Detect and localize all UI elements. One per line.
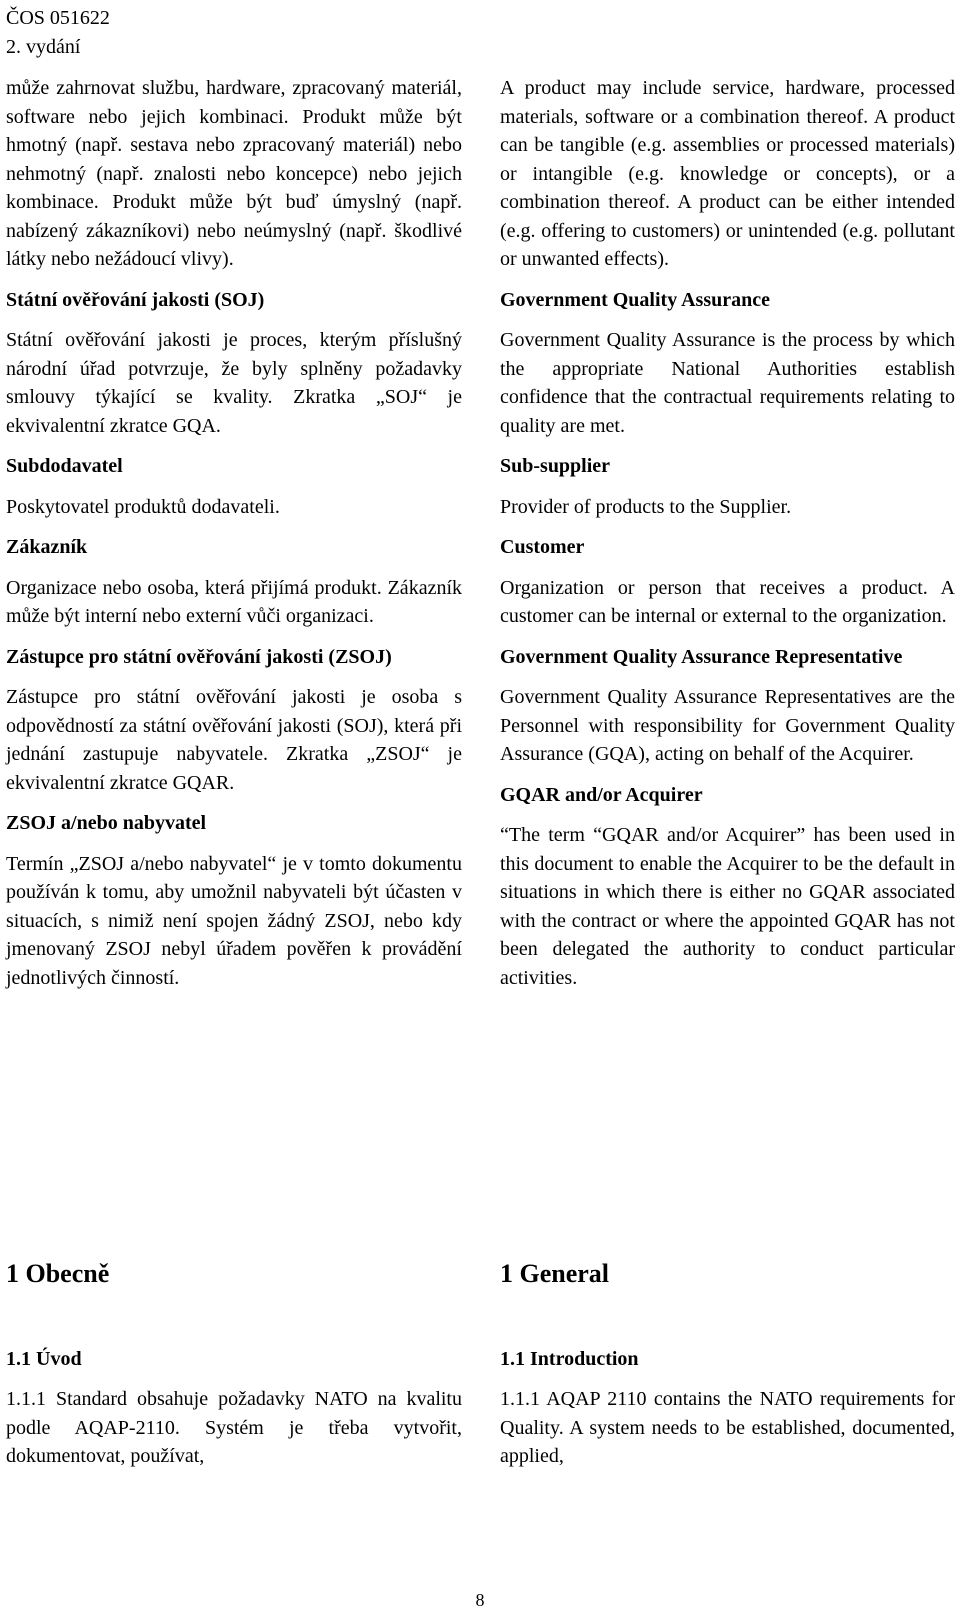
- paragraph: Provider of products to the Supplier.: [500, 495, 792, 518]
- paragraph: Organization or person that receives a product. A customer can be internal or external to the organization.: [500, 576, 955, 627]
- paragraph: Termín „ZSOJ a/nebo nabyvatel“ je v tomto dokumentu používán k tomu, aby umožnil nabyvateli být účasten v situacích, s nimiž není spojen žádný ZSOJ, nebo kdy jmenovaný ZSOJ nebyl úřadem pověřen k provádění jednotlivých činností.: [6, 852, 462, 989]
- paragraph: Government Quality Assurance is the process by which the appropriate National Authorities establish confidence that the contractual requirements relating to quality are met.: [500, 329, 955, 437]
- term-heading: Subdodavatel: [6, 455, 123, 477]
- paragraph: Organizace nebo osoba, která přijímá produkt. Zákazník může být interní nebo externí vůči organizaci.: [6, 576, 462, 627]
- section-1-1-left: [6, 1345, 462, 1471]
- term-heading: Customer: [500, 536, 585, 558]
- section-heading: 1 Obecně: [6, 1259, 110, 1288]
- section-1-1-right: [500, 1345, 955, 1471]
- paragraph: Poskytovatel produktů dodavateli.: [6, 495, 280, 518]
- paragraph: 1.1.1 AQAP 2110 contains the NATO requirements for Quality. A system needs to be established, documented, applied,: [500, 1388, 955, 1467]
- section-heading: 1 General: [500, 1259, 610, 1288]
- document-header: [6, 4, 110, 62]
- paragraph: A product may include service, hardware, processed materials, software or a combination thereof. A product can be tangible (e.g. assemblies or processed materials) or intangible (e.g. knowledge or concepts), or a combination thereof. A product can be either intended (e.g. offering to customers) or unintended (e.g. pollutant or unwanted effects).: [500, 77, 955, 270]
- paragraph: Government Quality Assurance Representatives are the Personnel with responsibility for Government Quality Assurance (GQA), acting on behalf of the Acquirer.: [500, 686, 955, 765]
- edition-label: 2. vydání: [6, 36, 81, 58]
- left-column: [6, 74, 462, 1004]
- term-heading: Státní ověřování jakosti (SOJ): [6, 288, 265, 311]
- paragraph: 1.1.1 Standard obsahuje požadavky NATO na kvalitu podle AQAP-2110. Systém je třeba vytvořit, dokumentovat, používat,: [6, 1388, 462, 1467]
- page-number: 8: [475, 1590, 485, 1610]
- paragraph: Zástupce pro státní ověřování jakosti je osoba s odpovědností za státní ověřování jakosti (SOJ), která při jednání zastupuje nabyvatele. Zkratka „ZSOJ“ je ekvivalentní zkratce GQAR.: [6, 686, 462, 794]
- paragraph: “The term “GQAR and/or Acquirer” has been used in this document to enable the Acquirer to be the default in situations in which there is either no GQAR associated with the contract or where the appointed GQAR has not been delegated the authority to conduct particular activities.: [500, 824, 955, 989]
- term-heading: Zástupce pro státní ověřování jakosti (ZSOJ): [6, 645, 392, 668]
- term-heading: Government Quality Assurance: [500, 288, 770, 311]
- term-heading: ZSOJ a/nebo nabyvatel: [6, 812, 207, 834]
- right-column: [500, 74, 955, 1004]
- subsection-heading: 1.1 Úvod: [6, 1348, 82, 1370]
- term-heading: Government Quality Assurance Representative: [500, 645, 903, 668]
- paragraph: může zahrnovat službu, hardware, zpracovaný materiál, software nebo jejich kombinaci. Produkt může být hmotný (např. sestava nebo zpracovaný materiál) nebo nehmotný (např. znalosti nebo koncepce) nebo jejich kombinace. Produkt může být buď úmyslný (např. nabízený zákazníkovi) nebo neúmyslný (např. škodlivé látky nebo nežádoucí vlivy).: [6, 77, 462, 270]
- subsection-heading: 1.1 Introduction: [500, 1348, 639, 1370]
- section-1-left: [6, 1258, 462, 1290]
- term-heading: Sub-supplier: [500, 455, 611, 477]
- section-1-right: [500, 1258, 955, 1290]
- document-code: ČOS 051622: [6, 7, 110, 29]
- term-heading: GQAR and/or Acquirer: [500, 783, 703, 806]
- term-heading: Zákazník: [6, 536, 88, 558]
- paragraph: Státní ověřování jakosti je proces, kterým příslušný národní úřad potvrzuje, že byly splněny požadavky smlouvy týkající se kvality. Zkratka „SOJ“ je ekvivalentní zkratce GQA.: [6, 329, 462, 437]
